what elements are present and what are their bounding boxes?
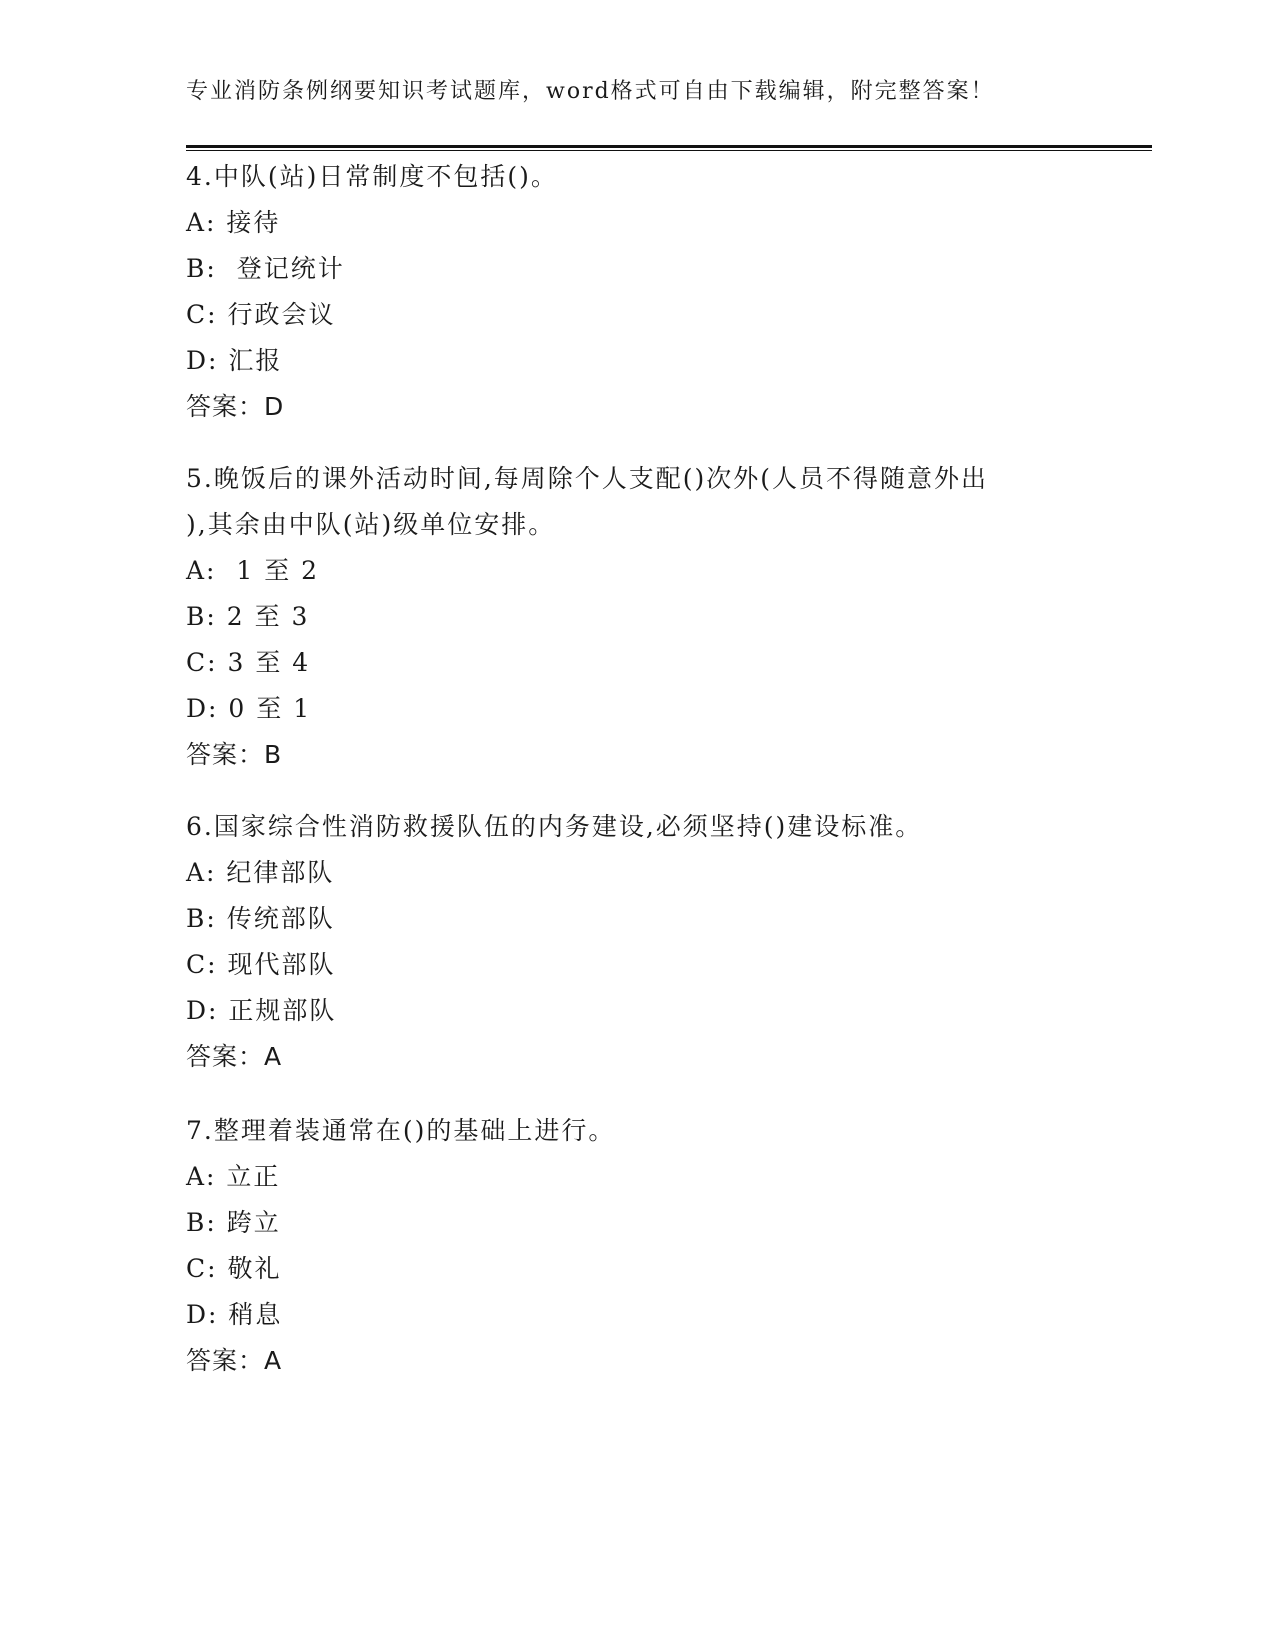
page-header: 专业消防条例纲要知识考试题库，word格式可自由下载编辑，附完整答案！ — [186, 79, 995, 104]
question-5-answer: 答案：B — [186, 740, 283, 769]
question-6-text: 6.国家综合性消防救援队伍的内务建设,必须坚持()建设标准。 — [186, 812, 923, 841]
question-6-answer: 答案：A — [186, 1042, 283, 1071]
question-4-option-a: A: 接待 — [186, 208, 281, 237]
question-5-option-b: B: 2 至 3 — [186, 602, 310, 631]
question-7-option-b: B: 跨立 — [186, 1208, 281, 1237]
question-6 — [186, 804, 1086, 1080]
question-5-option-c: C: 3 至 4 — [186, 648, 311, 677]
question-4-option-c: C: 行政会议 — [186, 300, 336, 329]
question-4-text: 4.中队(站)日常制度不包括()。 — [186, 162, 558, 191]
question-4-answer: 答案：D — [186, 392, 285, 421]
question-4 — [186, 154, 1086, 430]
question-7-option-c: C: 敬礼 — [186, 1254, 282, 1283]
question-5-option-a: A: 1 至 2 — [186, 556, 320, 585]
header-rule-thick — [186, 145, 1152, 148]
header-rule-thin — [186, 150, 1152, 151]
question-7-answer: 答案：A — [186, 1346, 283, 1375]
question-5 — [186, 456, 1086, 778]
question-6-option-a: A: 纪律部队 — [186, 858, 335, 887]
question-6-option-c: C: 现代部队 — [186, 950, 336, 979]
question-7 — [186, 1108, 1086, 1384]
question-7-option-a: A: 立正 — [186, 1162, 281, 1191]
question-7-option-d: D: 稍息 — [186, 1300, 283, 1329]
question-6-option-d: D: 正规部队 — [186, 996, 337, 1025]
question-5-text-line-2: ),其余由中队(站)级单位安排。 — [186, 510, 556, 539]
question-5-text-line-1: 5.晚饭后的课外活动时间,每周除个人支配()次外(人员不得随意外出 — [186, 464, 989, 493]
question-4-option-d: D: 汇报 — [186, 346, 283, 375]
question-6-option-b: B: 传统部队 — [186, 904, 335, 933]
question-7-text: 7.整理着装通常在()的基础上进行。 — [186, 1116, 616, 1145]
question-4-option-b: B: 登记统计 — [186, 254, 345, 283]
question-5-option-d: D: 0 至 1 — [186, 694, 312, 723]
